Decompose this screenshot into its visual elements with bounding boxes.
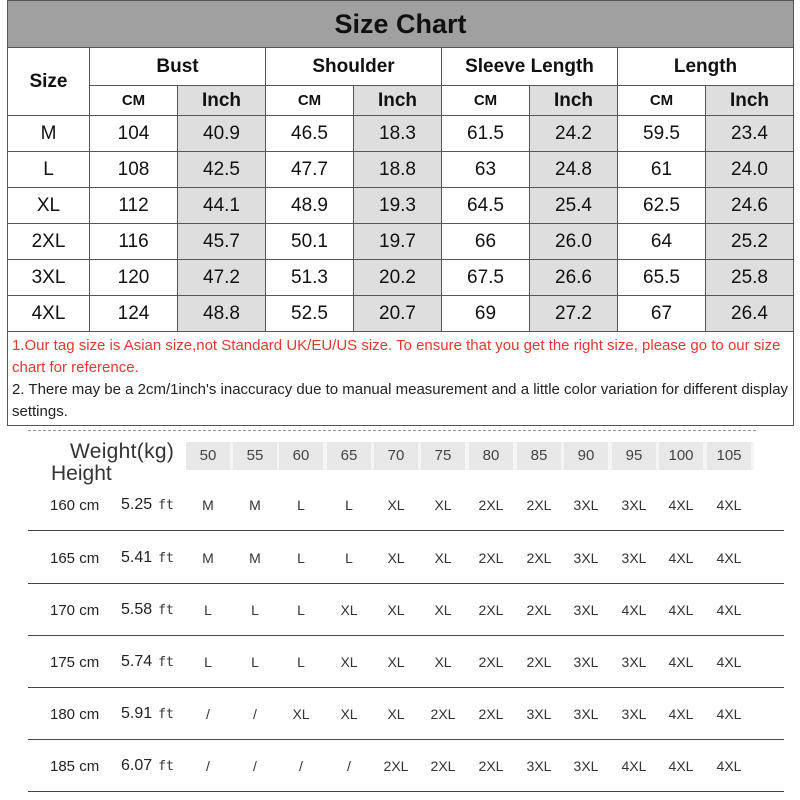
unit-cm-header: CM [618,86,706,116]
recommended-size: / [299,758,303,774]
recommended-size: XL [387,602,405,618]
height-row [0,636,800,688]
inch-value: 20.7 [354,296,442,332]
inch-value: 45.7 [178,224,266,260]
inch-value: 48.8 [178,296,266,332]
size-row [8,188,794,224]
recommended-size: 2XL [430,706,456,722]
cm-value: 124 [90,296,178,332]
recommended-size: 3XL [573,602,599,618]
cm-value: 48.9 [266,188,354,224]
inch-value: 23.4 [706,116,794,152]
cm-value: 64.5 [442,188,530,224]
height-ft-value: 6.07 [121,757,153,774]
height-ft [121,496,174,514]
recommended-size: M [202,550,214,566]
recommended-size: 3XL [621,654,647,670]
cm-value: 47.7 [266,152,354,188]
weight-value: 95 [612,442,656,470]
unit-inch-header: Inch [706,86,794,116]
unit-cm-header: CM [442,86,530,116]
height-ft-value: 5.25 [121,496,153,513]
height-row [0,688,800,740]
recommended-size: 4XL [621,758,647,774]
height-ft [121,705,174,723]
recommended-size: 2XL [478,706,504,722]
size-column-header: Size [8,48,90,116]
recommended-size: L [204,654,212,670]
recommended-size: 3XL [573,550,599,566]
inch-value: 24.2 [530,116,618,152]
cm-value: 52.5 [266,296,354,332]
recommended-size: XL [434,654,452,670]
recommended-size: 4XL [716,550,742,566]
recommended-size: 3XL [526,758,552,774]
inch-value: 25.2 [706,224,794,260]
size-label: 4XL [8,296,90,332]
unit-inch-header: Inch [178,86,266,116]
inch-value: 40.9 [178,116,266,152]
weight-height-chart [0,430,800,800]
recommended-size: L [345,550,353,566]
height-cm: 175 cm [50,654,100,671]
height-ft-value: 5.58 [121,601,153,618]
weight-value: 85 [517,442,561,470]
recommended-size: 4XL [668,497,694,513]
recommended-size: 2XL [526,497,552,513]
height-label: Height [51,462,112,485]
recommended-size: 4XL [621,602,647,618]
recommended-size: XL [434,602,452,618]
recommended-size: L [204,602,212,618]
recommended-size: XL [387,497,405,513]
recommended-size: L [297,602,305,618]
recommended-size: L [297,550,305,566]
height-ft [121,757,174,775]
weight-value: 60 [279,442,323,470]
height-ft-unit: ft [158,551,174,566]
recommended-size: M [249,497,261,513]
recommended-size: / [253,706,257,722]
cm-value: 62.5 [618,188,706,224]
height-ft-unit: ft [158,498,174,513]
inch-value: 24.8 [530,152,618,188]
recommended-size: XL [434,497,452,513]
height-ft-unit: ft [158,655,174,670]
recommended-size: 4XL [716,706,742,722]
recommended-size: 3XL [573,654,599,670]
cm-value: 51.3 [266,260,354,296]
recommended-size: 3XL [621,706,647,722]
weight-label: Weight(kg) [70,440,175,463]
recommended-size: 4XL [668,602,694,618]
recommended-size: 3XL [526,706,552,722]
recommended-size: XL [340,654,358,670]
cm-value: 67 [618,296,706,332]
recommended-size: M [249,550,261,566]
cm-value: 108 [90,152,178,188]
recommended-size: XL [387,550,405,566]
inch-value: 18.3 [354,116,442,152]
weight-value: 50 [186,442,230,470]
size-label: L [8,152,90,188]
cm-value: 69 [442,296,530,332]
cm-value: 50.1 [266,224,354,260]
inch-value: 47.2 [178,260,266,296]
inch-value: 27.2 [530,296,618,332]
weight-value: 100 [659,442,703,470]
size-note-2: 2. There may be a 2cm/1inch's inaccuracy due to manual measurement and a little color variation for different display settings. [12,381,789,420]
size-chart-table [7,0,794,426]
recommended-size: 2XL [478,497,504,513]
recommended-size: XL [434,550,452,566]
weight-value: 75 [421,442,465,470]
inch-value: 26.4 [706,296,794,332]
recommended-size: 3XL [573,758,599,774]
inch-value: 26.6 [530,260,618,296]
height-ft [121,601,174,619]
recommended-size: 2XL [383,758,409,774]
cm-value: 46.5 [266,116,354,152]
inch-value: 26.0 [530,224,618,260]
size-label: XL [8,188,90,224]
height-cm: 160 cm [50,497,100,514]
recommended-size: 3XL [621,497,647,513]
size-row [8,152,794,188]
recommended-size: / [206,706,210,722]
bust-header: Bust [90,48,266,86]
recommended-size: 4XL [716,758,742,774]
height-ft-value: 5.74 [121,653,153,670]
cm-value: 59.5 [618,116,706,152]
height-cm: 180 cm [50,706,100,723]
cm-value: 61 [618,152,706,188]
recommended-size: / [347,758,351,774]
cm-value: 112 [90,188,178,224]
size-row [8,260,794,296]
recommended-size: XL [292,706,310,722]
weight-value: 70 [374,442,418,470]
size-chart-title: Size Chart [8,1,794,48]
recommended-size: 3XL [573,497,599,513]
height-ft [121,549,174,567]
inch-value: 19.3 [354,188,442,224]
unit-inch-header: Inch [530,86,618,116]
size-label: 3XL [8,260,90,296]
inch-value: 44.1 [178,188,266,224]
recommended-size: 2XL [478,758,504,774]
recommended-size: 2XL [526,550,552,566]
recommended-size: 2XL [430,758,456,774]
height-row [0,479,800,531]
recommended-size: L [251,602,259,618]
cm-value: 61.5 [442,116,530,152]
cm-value: 65.5 [618,260,706,296]
recommended-size: XL [340,602,358,618]
recommended-size: 2XL [478,550,504,566]
recommended-size: L [297,654,305,670]
shoulder-header: Shoulder [266,48,442,86]
height-ft-unit: ft [158,707,174,722]
recommended-size: XL [340,706,358,722]
cm-value: 64 [618,224,706,260]
recommended-size: / [253,758,257,774]
height-ft-value: 5.41 [121,549,153,566]
recommended-size: 3XL [573,706,599,722]
weight-value: 65 [327,442,371,470]
recommended-size: 4XL [716,602,742,618]
recommended-size: 2XL [478,602,504,618]
recommended-size: 2XL [526,602,552,618]
inch-value: 24.0 [706,152,794,188]
recommended-size: 2XL [478,654,504,670]
size-row [8,116,794,152]
sleeve-length-header: Sleeve Length [442,48,618,86]
recommended-size: 4XL [668,706,694,722]
recommended-size: 4XL [716,654,742,670]
recommended-size: / [206,758,210,774]
height-ft-unit: ft [158,759,174,774]
cm-value: 104 [90,116,178,152]
height-cm: 185 cm [50,758,100,775]
size-label: M [8,116,90,152]
size-note-1: 1.Our tag size is Asian size,not Standard UK/EU/US size. To ensure that you get the right size, please go to our size chart for reference. [12,337,781,376]
recommended-size: 4XL [668,758,694,774]
recommended-size: 4XL [716,497,742,513]
height-cm: 170 cm [50,602,100,619]
cm-value: 120 [90,260,178,296]
recommended-size: XL [387,706,405,722]
cm-value: 66 [442,224,530,260]
inch-value: 19.7 [354,224,442,260]
weight-header-row [186,442,754,470]
inch-value: 42.5 [178,152,266,188]
unit-cm-header: CM [266,86,354,116]
recommended-size: 2XL [526,654,552,670]
cm-value: 116 [90,224,178,260]
recommended-size: 4XL [668,550,694,566]
inch-value: 25.4 [530,188,618,224]
height-row [0,740,800,792]
inch-value: 20.2 [354,260,442,296]
weight-value: 80 [469,442,513,470]
recommended-size: M [202,497,214,513]
height-ft-unit: ft [158,603,174,618]
height-row [0,584,800,636]
inch-value: 18.8 [354,152,442,188]
row-divider [28,791,784,792]
unit-cm-header: CM [90,86,178,116]
height-ft [121,653,174,671]
height-row [0,532,800,584]
size-label: 2XL [8,224,90,260]
height-ft-value: 5.91 [121,705,153,722]
unit-inch-header: Inch [354,86,442,116]
recommended-size: 4XL [668,654,694,670]
cm-value: 67.5 [442,260,530,296]
recommended-size: XL [387,654,405,670]
inch-value: 24.6 [706,188,794,224]
recommended-size: L [297,497,305,513]
inch-value: 25.8 [706,260,794,296]
dashed-divider [28,430,756,431]
size-notes [8,332,794,426]
length-header: Length [618,48,794,86]
recommended-size: 3XL [621,550,647,566]
cm-value: 63 [442,152,530,188]
row-divider [28,530,784,531]
weight-value: 105 [707,442,751,470]
size-row [8,224,794,260]
weight-value: 90 [564,442,608,470]
height-cm: 165 cm [50,550,100,567]
size-row [8,296,794,332]
recommended-size: L [345,497,353,513]
weight-value: 55 [233,442,277,470]
recommended-size: L [251,654,259,670]
